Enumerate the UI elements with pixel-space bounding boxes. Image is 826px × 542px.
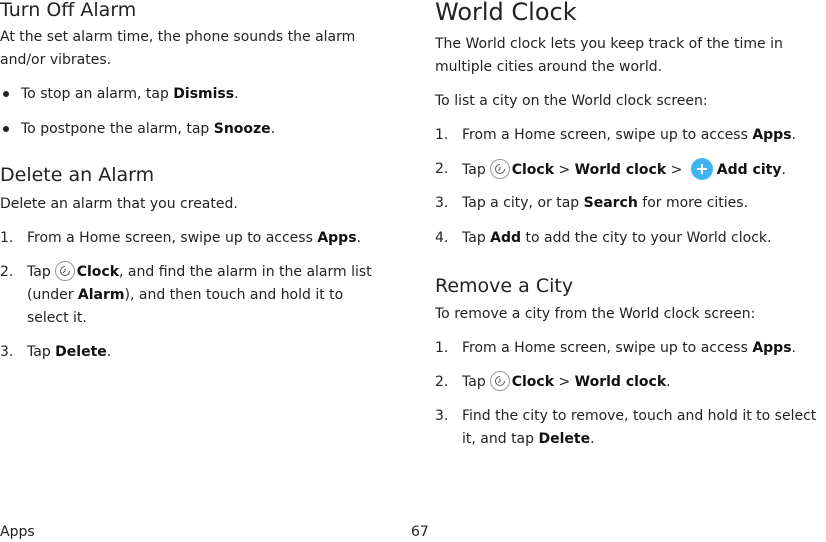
bullet-dot — [3, 91, 9, 97]
page-number: 67 — [411, 524, 429, 540]
world-step-2: Tap Clock > World clock > Add city. — [462, 158, 824, 182]
turn-off-alarm-heading: Turn Off Alarm — [0, 0, 137, 21]
remove-city-intro: To remove a city from the World clock screen: — [435, 306, 756, 322]
world-step-4: Tap Add to add the city to your World clock. — [462, 230, 772, 246]
step-number: 2. — [435, 161, 449, 177]
delete-alarm-intro: Delete an alarm that you created. — [0, 196, 238, 212]
remove-step-1: From a Home screen, swipe up to access Apps. — [462, 340, 796, 356]
footer-section-label: Apps — [0, 524, 35, 540]
bullet-snooze: To postpone the alarm, tap Snooze. — [21, 121, 276, 137]
step-number: 2. — [435, 374, 449, 390]
world-step-1: From a Home screen, swipe up to access Apps. — [462, 127, 796, 143]
step-number: 4. — [435, 230, 449, 246]
world-clock-intro: The World clock lets you keep track of the time in multiple cities around the world. — [435, 36, 783, 75]
step-number: 1. — [435, 340, 449, 356]
delete-step-2: Tap Clock, and find the alarm in the alarm list (under Alarm), and then touch and hold it to select it. — [27, 261, 382, 330]
clock-icon — [490, 159, 510, 179]
step-number: 2. — [0, 264, 14, 280]
delete-alarm-heading: Delete an Alarm — [0, 164, 155, 186]
step-number: 3. — [0, 344, 14, 360]
step-number: 1. — [0, 230, 14, 246]
remove-step-3: Find the city to remove, touch and hold it to select it, and tap Delete. — [462, 408, 817, 447]
clock-icon — [55, 261, 75, 281]
add-icon — [691, 158, 713, 180]
remove-step-2: Tap Clock > World clock. — [462, 371, 824, 394]
step-number: 3. — [435, 195, 449, 211]
world-clock-list-intro: To list a city on the World clock screen: — [435, 93, 708, 109]
step-number: 1. — [435, 127, 449, 143]
world-clock-heading: World Clock — [435, 0, 577, 26]
step-number: 3. — [435, 408, 449, 424]
delete-step-3: Tap Delete. — [27, 344, 112, 360]
world-step-3: Tap a city, or tap Search for more cities. — [462, 195, 749, 211]
clock-icon — [490, 371, 510, 391]
turn-off-alarm-intro: At the set alarm time, the phone sounds the alarm and/or vibrates. — [0, 29, 356, 68]
bullet-dot — [3, 126, 9, 132]
delete-step-1: From a Home screen, swipe up to access Apps. — [27, 230, 361, 246]
remove-city-heading: Remove a City — [435, 275, 574, 297]
bullet-dismiss: To stop an alarm, tap Dismiss. — [21, 86, 239, 102]
